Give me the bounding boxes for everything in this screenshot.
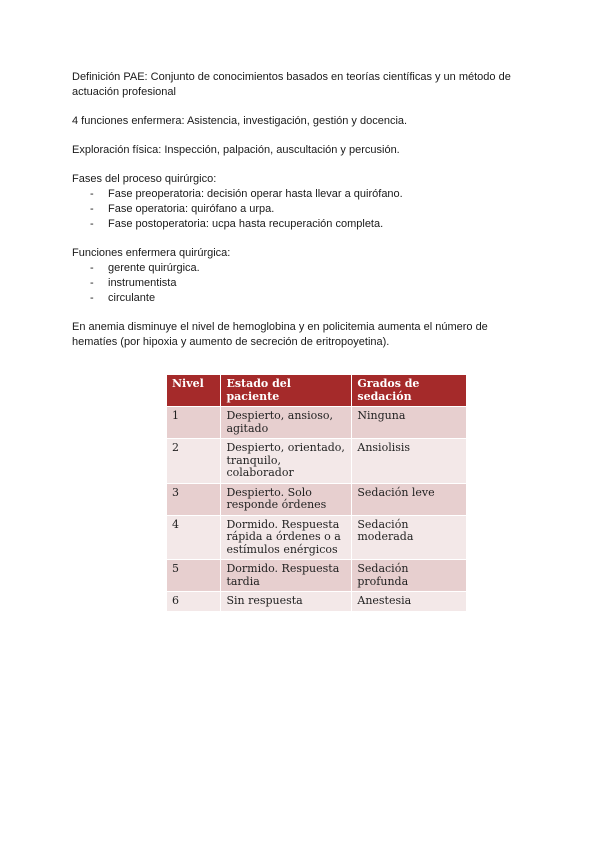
cell-estado: Despierto, orientado, tranquilo, colaborador <box>221 439 352 484</box>
phases-list <box>72 187 532 232</box>
cell-grados: Ansiolisis <box>352 439 467 484</box>
cell-grados: Anestesia <box>352 592 467 612</box>
cell-grados: Sedación profunda <box>352 560 467 592</box>
header-nivel: Nivel <box>167 375 221 407</box>
physical-exploration: Exploración física: Inspección, palpación, auscultación y percusión. <box>72 144 400 156</box>
list-item <box>72 187 532 202</box>
cell-nivel: 2 <box>167 439 221 484</box>
cell-nivel: 4 <box>167 515 221 560</box>
document-body <box>72 70 532 364</box>
surgical-nurse-title: Funciones enfermera quirúrgica: <box>72 247 231 259</box>
pae-definition: Definición PAE: Conjunto de conocimientos basados en teorías científicas y un método de actuación profesional <box>72 71 511 98</box>
surgical-functions-list <box>72 261 532 306</box>
list-item-text: instrumentista <box>108 277 177 289</box>
table-row <box>167 560 467 592</box>
cell-estado: Sin respuesta <box>221 592 352 612</box>
cell-estado: Dormido. Respuesta tardia <box>221 560 352 592</box>
cell-nivel: 5 <box>167 560 221 592</box>
list-item <box>72 217 532 232</box>
dash-bullet: - <box>90 188 94 200</box>
sedation-table <box>167 375 467 612</box>
table-row <box>167 439 467 484</box>
table-row <box>167 515 467 560</box>
dash-bullet: - <box>90 292 94 304</box>
phases-title: Fases del proceso quirúrgico: <box>72 173 217 185</box>
dash-bullet: - <box>90 277 94 289</box>
list-item-text: Fase preoperatoria: decisión operar hasta llevar a quirófano. <box>108 188 403 200</box>
table-row <box>167 407 467 439</box>
list-item <box>72 276 532 291</box>
cell-nivel: 6 <box>167 592 221 612</box>
cell-estado: Despierto, ansioso, agitado <box>221 407 352 439</box>
list-item-text: circulante <box>108 292 156 304</box>
cell-nivel: 3 <box>167 483 221 515</box>
table-row <box>167 483 467 515</box>
header-grados: Grados de sedación <box>352 375 467 407</box>
dash-bullet: - <box>90 262 94 274</box>
header-estado: Estado del paciente <box>221 375 352 407</box>
anemia-paragraph: En anemia disminuye el nivel de hemoglobina y en policitemia aumenta el número de hematíes (por hipoxia y aumento de secreción de eritropoyetina). <box>72 321 488 348</box>
dash-bullet: - <box>90 203 94 215</box>
cell-grados: Sedación leve <box>352 483 467 515</box>
list-item-text: Fase operatoria: quirófano a urpa. <box>108 203 275 215</box>
dash-bullet: - <box>90 218 94 230</box>
nurse-functions: 4 funciones enfermera: Asistencia, investigación, gestión y docencia. <box>72 115 408 127</box>
table-row <box>167 592 467 612</box>
list-item-text: Fase postoperatoria: ucpa hasta recuperación completa. <box>108 218 384 230</box>
table-header-row <box>167 375 467 407</box>
list-item <box>72 261 532 276</box>
cell-nivel: 1 <box>167 407 221 439</box>
list-item-text: gerente quirúrgica. <box>108 262 200 274</box>
cell-grados: Ninguna <box>352 407 467 439</box>
sedation-table-wrapper <box>167 375 467 612</box>
list-item <box>72 202 532 217</box>
cell-estado: Despierto. Solo responde órdenes <box>221 483 352 515</box>
list-item <box>72 291 532 306</box>
cell-grados: Sedación moderada <box>352 515 467 560</box>
cell-estado: Dormido. Respuesta rápida a órdenes o a estímulos enérgicos <box>221 515 352 560</box>
